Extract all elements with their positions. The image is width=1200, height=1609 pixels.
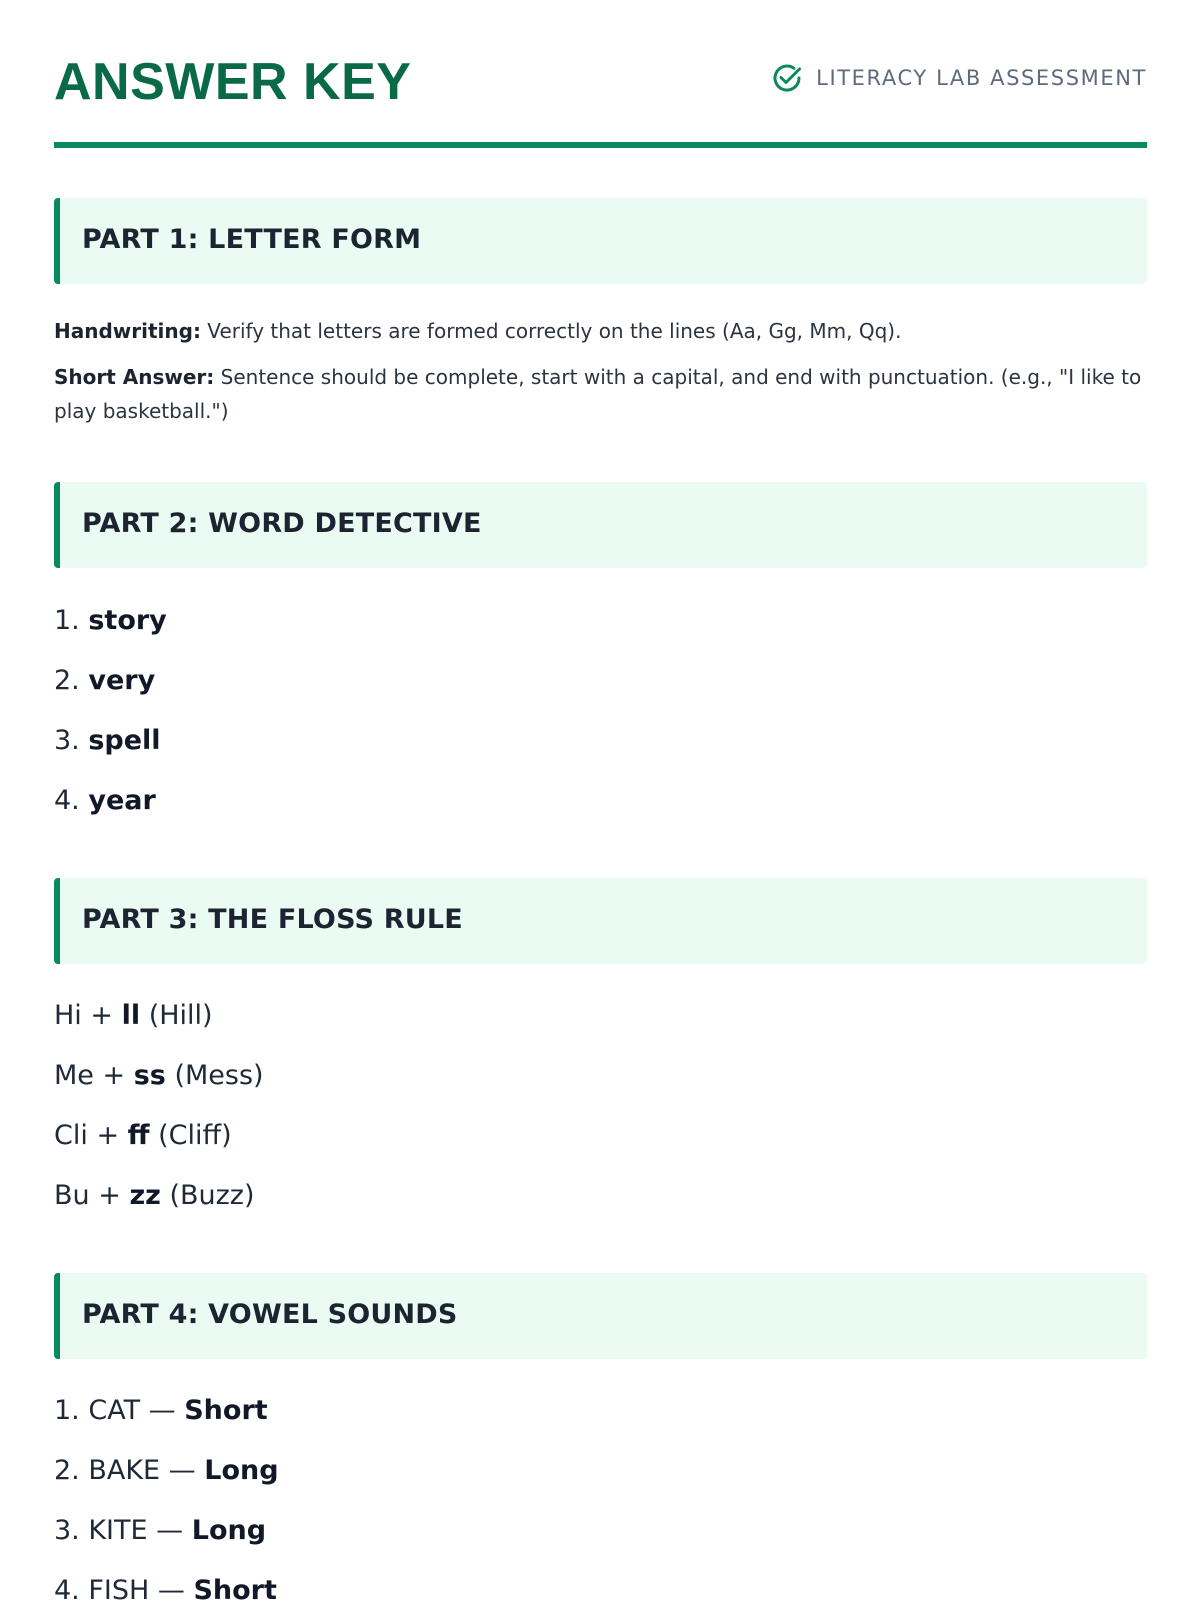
item-base: Hi + <box>54 1000 122 1031</box>
word-detective-list <box>54 603 167 843</box>
badge-text: LITERACY LAB ASSESSMENT <box>816 66 1147 90</box>
list-item <box>54 1573 279 1609</box>
list-item <box>54 723 167 783</box>
item-base: Me + <box>54 1060 134 1091</box>
item-prompt: 1. CAT — <box>54 1395 185 1426</box>
item-number: 2. <box>54 665 89 696</box>
item-prompt: 3. KITE — <box>54 1515 192 1546</box>
item-number: 3. <box>54 725 89 756</box>
short-answer-text: Sentence should be complete, start with a capital, and end with punctuation. (e.g., "I like to play basketball.") <box>54 365 1142 423</box>
item-ending: ff <box>127 1120 150 1151</box>
list-item <box>54 663 167 723</box>
assessment-badge <box>770 61 1147 95</box>
list-item <box>54 783 167 843</box>
handwriting-label: Handwriting: <box>54 319 201 343</box>
section-header-part-4 <box>54 1273 1147 1359</box>
item-word: (Buzz) <box>160 1180 255 1211</box>
handwriting-note <box>54 314 1147 348</box>
item-ending: ll <box>121 1000 141 1031</box>
vowel-sounds-list <box>54 1393 279 1609</box>
item-base: Cli + <box>54 1120 128 1151</box>
item-word: (Hill) <box>140 1000 213 1031</box>
item-number: 1. <box>54 605 89 636</box>
item-answer: spell <box>88 725 161 756</box>
page-header <box>54 0 1147 148</box>
section-title: PART 2: WORD DETECTIVE <box>82 508 482 539</box>
item-word: (Cliff) <box>149 1120 232 1151</box>
item-answer: very <box>88 665 156 696</box>
section-header-part-2 <box>54 482 1147 568</box>
page-title: ANSWER KEY <box>54 53 412 111</box>
section-header-part-3 <box>54 878 1147 964</box>
list-item <box>54 1118 264 1178</box>
item-ending: zz <box>129 1180 161 1211</box>
section-header-part-1 <box>54 198 1147 284</box>
list-item <box>54 998 264 1058</box>
list-item <box>54 1058 264 1118</box>
item-answer: story <box>88 605 167 636</box>
item-answer: Short <box>184 1395 268 1426</box>
item-base: Bu + <box>54 1180 130 1211</box>
item-answer: Long <box>204 1455 279 1486</box>
item-answer: Long <box>191 1515 267 1546</box>
item-prompt: 4. FISH — <box>54 1575 194 1606</box>
item-answer: year <box>88 785 156 816</box>
floss-rule-list <box>54 998 264 1238</box>
list-item <box>54 603 167 663</box>
list-item <box>54 1453 279 1513</box>
handwriting-text: Verify that letters are formed correctly on the lines (Aa, Gg, Mm, Qq). <box>200 319 902 343</box>
answer-key-page <box>54 0 1147 1606</box>
short-answer-note <box>54 360 1147 428</box>
section-title: PART 1: LETTER FORM <box>82 224 422 255</box>
list-item <box>54 1513 279 1573</box>
list-item <box>54 1393 279 1453</box>
item-prompt: 2. BAKE — <box>54 1455 205 1486</box>
section-title: PART 4: VOWEL SOUNDS <box>82 1299 458 1330</box>
item-number: 4. <box>54 785 89 816</box>
item-answer: Short <box>193 1575 277 1606</box>
item-ending: ss <box>133 1060 166 1091</box>
list-item <box>54 1178 264 1238</box>
check-circle-icon <box>770 61 804 95</box>
short-answer-label: Short Answer: <box>54 365 215 389</box>
item-word: (Mess) <box>165 1060 264 1091</box>
section-title: PART 3: THE FLOSS RULE <box>82 904 463 935</box>
